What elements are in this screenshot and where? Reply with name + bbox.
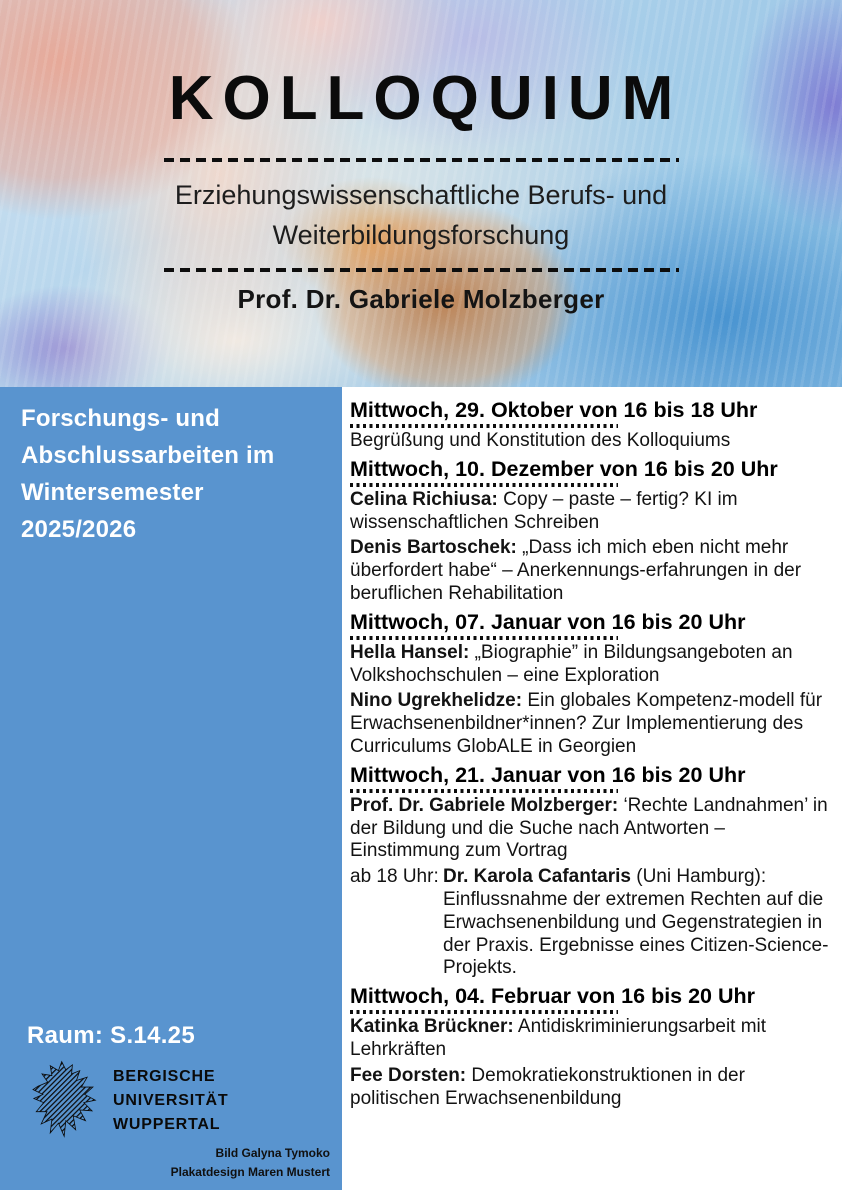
speaker-name: Prof. Dr. Gabriele Molzberger: — [350, 794, 619, 816]
dotted-divider — [350, 424, 618, 428]
talk-entry — [350, 642, 832, 688]
sidebar-heading-line: 2025/2026 — [21, 516, 137, 543]
talk-entry — [350, 1065, 832, 1111]
talk-title: Copy – paste – fertig? KI im wissenschaftlichen Schreiben — [350, 488, 738, 533]
session-block — [350, 609, 832, 759]
dashed-divider-top — [164, 158, 679, 162]
lion-crest-icon — [28, 1060, 102, 1142]
talk-title: „Biographie” in Bildungsangeboten an Volkshochschulen – eine Exploration — [350, 641, 793, 686]
image-credit: Bild Galyna Tymoko — [215, 1146, 330, 1160]
dashed-divider-bottom — [164, 268, 679, 272]
schedule-column — [342, 387, 842, 1190]
session-block — [350, 762, 832, 980]
sidebar — [0, 387, 342, 1190]
university-name-line: UNIVERSITÄT — [113, 1092, 229, 1109]
talk-entry — [350, 489, 832, 535]
sidebar-heading — [0, 400, 342, 548]
university-logo — [0, 1050, 342, 1142]
poster-subtitle — [175, 175, 667, 255]
dotted-divider — [350, 789, 618, 793]
university-name-line: WUPPERTAL — [113, 1116, 221, 1133]
speaker-name: Dr. Karola Cafantaris — [443, 866, 631, 888]
poster-body — [0, 387, 842, 1190]
talk-entry — [350, 866, 832, 980]
speaker-name: Celina Richiusa: — [350, 488, 498, 510]
subtitle-line-2: Weiterbildungsforschung — [272, 220, 570, 250]
poster-title: KOLLOQUIUM — [168, 64, 683, 133]
sidebar-heading-line: Forschungs- und — [21, 405, 220, 432]
speaker-name: Nino Ugrekhelidze: — [350, 690, 523, 712]
credits — [171, 1142, 342, 1184]
sidebar-heading-line: Wintersemester — [21, 479, 204, 506]
room-label: Raum: S.14.25 — [27, 1022, 195, 1049]
speaker-name: Denis Bartoschek: — [350, 537, 517, 559]
speaker-affiliation: (Uni Hamburg): — [636, 866, 767, 888]
speaker-name: Fee Dorsten: — [350, 1064, 467, 1086]
session-date: Mittwoch, 21. Januar von 16 bis 20 Uhr — [350, 762, 746, 787]
talk-entry — [350, 1016, 832, 1062]
speaker-name: Hella Hansel: — [350, 641, 470, 663]
session-block — [350, 456, 832, 606]
session-date: Mittwoch, 29. Oktober von 16 bis 18 Uhr — [350, 398, 758, 422]
talk-entry — [350, 537, 832, 605]
speaker-name: Katinka Brückner: — [350, 1016, 514, 1038]
organizer-name: Prof. Dr. Gabriele Molzberger — [237, 284, 605, 314]
subtitle-line-1: Erziehungswissenschaftliche Berufs- und — [174, 180, 668, 210]
sidebar-heading-line: Abschlussarbeiten im — [21, 442, 275, 469]
design-credit: Plakatdesign Maren Mustert — [170, 1165, 330, 1179]
talk-title: Demokratiekonstruktionen in der politischen Erwachsenenbildung — [350, 1064, 745, 1109]
talk-entry — [350, 430, 832, 453]
talk-entry — [350, 690, 832, 758]
university-name-line: BERGISCHE — [113, 1068, 216, 1085]
talk-body — [443, 866, 832, 980]
session-block — [350, 983, 832, 1110]
talk-title: ‘Rechte Landnahmen’ in der Bildung und die Suche nach Antworten – Einstimmung zum Vortrag — [350, 794, 828, 862]
university-wordmark — [113, 1065, 228, 1137]
dotted-divider — [350, 1010, 618, 1014]
session-date: Mittwoch, 04. Februar von 16 bis 20 Uhr — [350, 984, 756, 1009]
talk-title: Ein globales Kompetenz-modell für Erwachsenenbildner*innen? Zur Implementierung des Curriculums GlobALE in Georgien — [350, 690, 823, 757]
dotted-divider — [350, 636, 618, 640]
talk-entry — [350, 795, 832, 863]
talk-title: Einflussnahme der extremen Rechten auf die Erwachsenenbildung und Gegenstrategien in der Praxis. Ergebnisse eines Citizen-Science-Projekts. — [443, 888, 829, 979]
talk-time-label: ab 18 Uhr: — [350, 866, 439, 888]
poster-header-artwork — [0, 0, 842, 387]
session-date: Mittwoch, 10. Dezember von 16 bis 20 Uhr — [350, 456, 778, 481]
session-date: Mittwoch, 07. Januar von 16 bis 20 Uhr — [350, 609, 746, 634]
session-block — [350, 397, 832, 453]
talk-title: „Dass ich mich eben nicht mehr überfordert habe“ – Anerkennungs-erfahrungen in der beruflichen Rehabilitation — [350, 537, 802, 604]
talk-title: Begrüßung und Konstitution des Kolloquiums — [350, 430, 731, 451]
talk-title: Antidiskriminierungsarbeit mit Lehrkräften — [350, 1016, 767, 1060]
dotted-divider — [350, 483, 618, 487]
